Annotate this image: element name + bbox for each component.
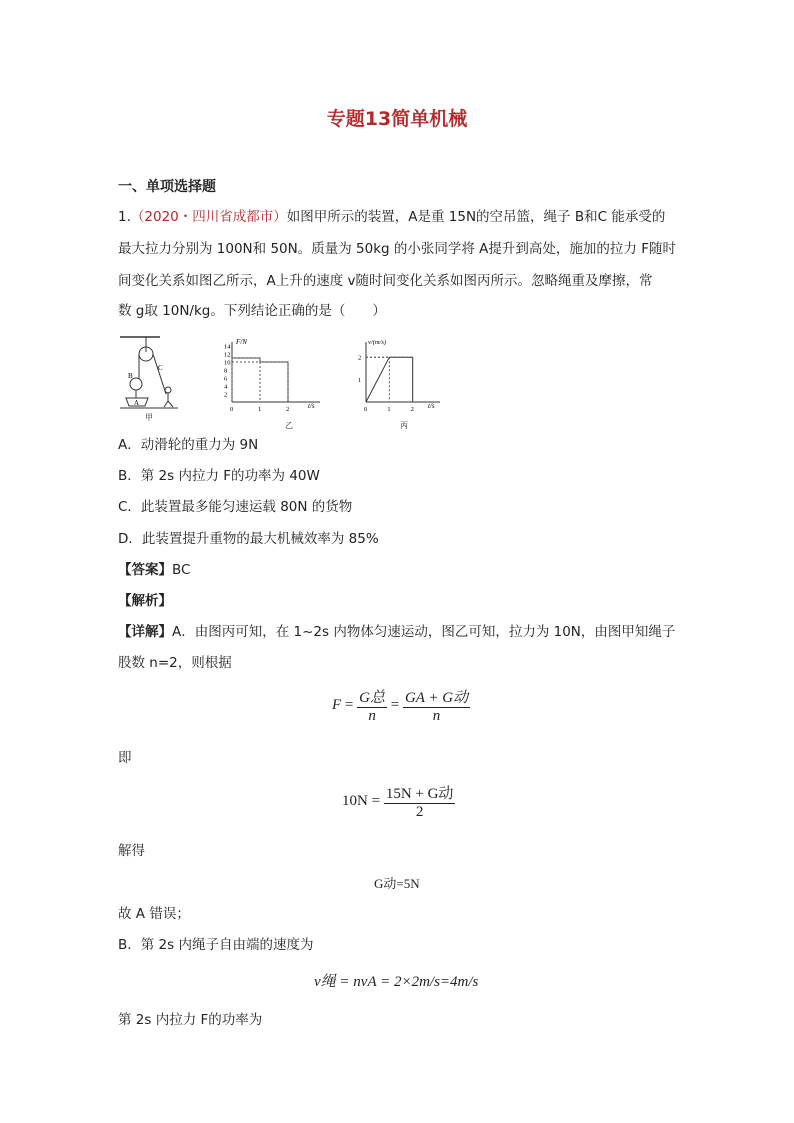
fraction [384, 782, 456, 821]
caption-jia: 甲 [145, 413, 153, 422]
option-c: C．此装置最多能匀速运载 80N 的货物 [118, 499, 353, 515]
x-tick-label: 1 [387, 406, 391, 413]
fraction-1 [357, 686, 387, 725]
b-line: B．第 2s 内绳子自由端的速度为 [118, 937, 314, 953]
y-tick-label: 2 [224, 391, 228, 399]
formula-3: G动=5N [374, 876, 420, 891]
x-tick-label: 2 [286, 406, 290, 413]
caption-yi: 乙 [285, 421, 293, 430]
answer-label: 【答案】 [118, 562, 172, 578]
y-tick-label: 8 [224, 367, 228, 375]
fraction-2 [403, 686, 470, 725]
fraction-numerator: GA + G动 [403, 686, 470, 708]
y-axis-label: v/(m/s) [368, 339, 387, 346]
option-d: D．此装置提升重物的最大机械效率为 85% [118, 531, 379, 547]
caption-bing: 丙 [400, 421, 408, 430]
conclusion-a: 故 A 错误； [118, 906, 190, 922]
formula-lhs: F [332, 696, 342, 713]
figure-jia-pulley [118, 334, 180, 412]
y-tick-label: 4 [224, 383, 228, 391]
y-axis-label: F/N [236, 338, 247, 346]
fraction-denominator: 2 [415, 804, 424, 820]
formula-lhs: 10N [342, 792, 368, 809]
figure-bing-chart [352, 336, 444, 420]
fraction-numerator: G总 [357, 686, 387, 708]
detail-line-1 [118, 622, 675, 642]
person-head [165, 387, 171, 393]
detail-line-2: 股数 n=2，则根据 [118, 655, 232, 671]
formula-eq: = [390, 696, 400, 713]
x-axis-label: t/s [428, 402, 435, 410]
figure-yi-chart [212, 336, 324, 420]
y-tick-label: 6 [224, 375, 228, 383]
person-body [164, 393, 173, 407]
rope-c [153, 354, 166, 394]
section-heading: 一、单项选择题 [118, 179, 216, 195]
formula-eq: = [344, 696, 354, 713]
y-tick-label: 1 [358, 377, 362, 385]
label-b: B [128, 372, 133, 380]
question-line-1 [118, 207, 665, 227]
question-number: 1. [118, 209, 131, 225]
analysis-label: 【解析】 [118, 593, 172, 609]
ji-text: 即 [118, 750, 132, 766]
formula-eq: = [371, 792, 381, 809]
x-axis-label: t/s [308, 402, 315, 410]
question-line-3: 间变化关系如图乙所示，A上升的速度 v随时间变化关系如图丙所示。忽略绳重及摩擦，常 [118, 273, 653, 289]
formula-4: v绳 = nvA = 2×2m/s=4m/s [314, 974, 479, 990]
formula-2 [342, 782, 455, 821]
x-tick-label: 2 [410, 406, 414, 413]
velocity-line [366, 357, 413, 402]
option-a: A．动滑轮的重力为 9N [118, 437, 259, 453]
fraction-denominator: n [432, 708, 441, 724]
label-a: A [134, 399, 140, 407]
x-tick-label: 0 [364, 406, 368, 413]
fraction-denominator: n [368, 708, 376, 724]
detail-label: 【详解】 [118, 624, 172, 640]
answer [118, 560, 190, 580]
fraction-numerator: 15N + G动 [384, 782, 456, 804]
jiede-text: 解得 [118, 843, 145, 859]
answer-value: BC [172, 562, 191, 578]
x-tick-label: 0 [230, 406, 234, 413]
page-title: 专题13简单机械 [326, 108, 468, 130]
question-text: 如图甲所示的装置，A是重 15N的空吊篮，绳子 B和C 能承受的 [286, 209, 666, 225]
y-tick-label: 12 [224, 351, 231, 359]
y-tick-label: 14 [224, 343, 231, 351]
question-line-4: 数 g取 10N/kg。下列结论正确的是（ ） [118, 303, 386, 319]
x-tick-label: 1 [258, 406, 262, 413]
label-c: C [158, 364, 163, 372]
y-tick-label: 2 [358, 354, 362, 362]
detail-text: A．由图丙可知，在 1~2s 内物体匀速运动，图乙可知，拉力为 10N，由图甲知绳子 [172, 624, 676, 640]
b-line-2: 第 2s 内拉力 F的功率为 [118, 1012, 263, 1028]
formula-1 [332, 686, 470, 725]
y-tick-label: 10 [224, 359, 231, 367]
option-b: B．第 2s 内拉力 F的功率为 40W [118, 468, 320, 484]
question-line-2: 最大拉力分别为 100N和 50N。质量为 50kg 的小张同学将 A提升到高处，施加的拉力 F随时 [118, 241, 676, 257]
question-source: （2020・四川省成都市） [130, 209, 287, 225]
